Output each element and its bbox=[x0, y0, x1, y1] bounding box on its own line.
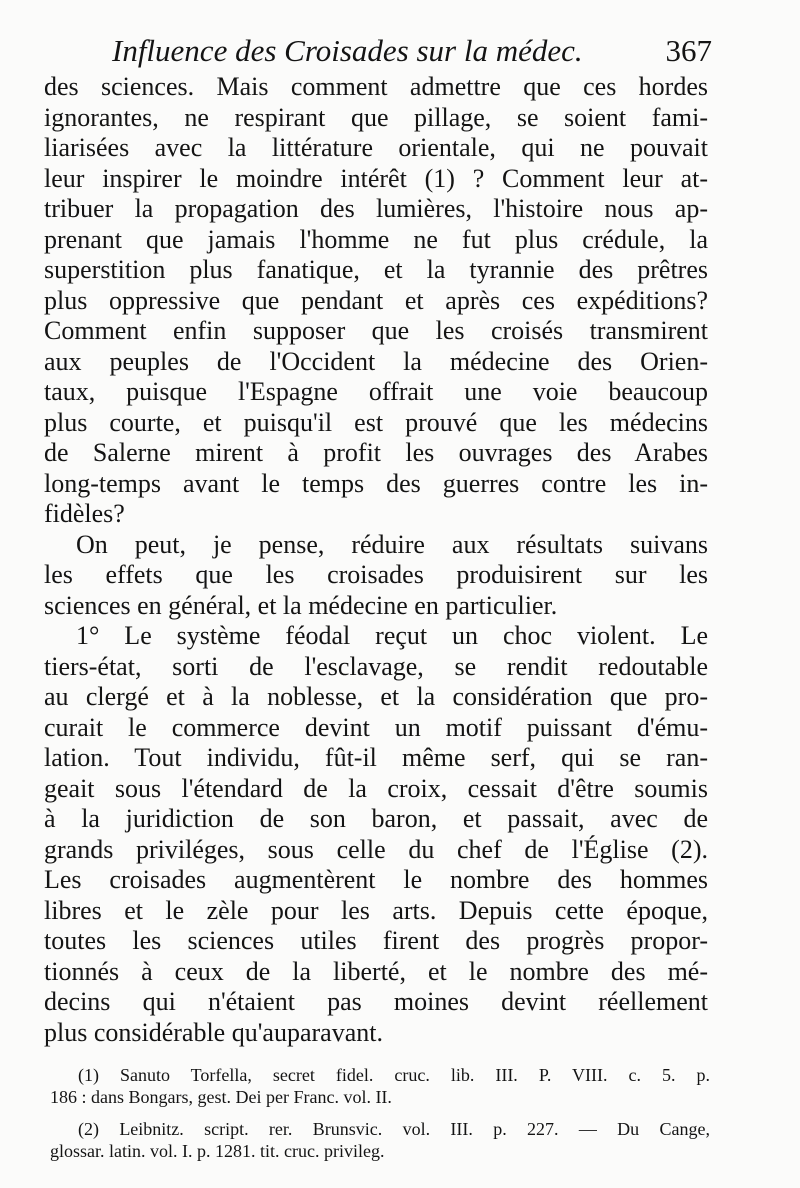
text-line: plus courte, et puisqu'il est prouvé que les médecins bbox=[44, 407, 708, 437]
footnote-line: (2) Leibnitz. script. rer. Brunsvic. vol. III. p. 227. — Du Cange, bbox=[78, 1119, 710, 1139]
text-line: leur inspirer le moindre intérêt (1) ? Comment leur at- bbox=[44, 163, 708, 193]
text-line: tionnés à ceux de la liberté, et le nombre des mé- bbox=[44, 956, 708, 986]
footnote-line: (1) Sanuto Torfella, secret fidel. cruc. lib. III. P. VIII. c. 5. p. bbox=[78, 1065, 710, 1085]
text-line: aux peuples de l'Occident la médecine des Orien- bbox=[44, 346, 708, 376]
text-line: Les croisades augmentèrent le nombre des hommes bbox=[44, 865, 708, 894]
text-line: Comment enfin supposer que les croisés transmirent bbox=[44, 316, 708, 345]
text-line: grands priviléges, sous celle du chef de l'Église (2). bbox=[44, 834, 708, 864]
text-line: toutes les sciences utiles firent des progrès propor- bbox=[44, 926, 708, 955]
text-line: lation. Tout individu, fût-il même serf, qui se ran- bbox=[44, 743, 708, 772]
text-line: decins qui n'étaient pas moines devint réellement bbox=[44, 987, 708, 1016]
body-text bbox=[44, 72, 708, 1048]
footnote-line: glossar. latin. vol. I. p. 1281. tit. cruc. privileg. bbox=[50, 1141, 385, 1161]
text-line: 1° Le système féodal reçut un choc violent. Le bbox=[76, 621, 708, 650]
footnote-line: 186 : dans Bongars, gest. Dei per Franc. vol. II. bbox=[50, 1087, 392, 1107]
text-line: tiers-état, sorti de l'esclavage, se rendit redoutable bbox=[44, 651, 708, 681]
text-line: long-temps avant le temps des guerres contre les in- bbox=[44, 468, 708, 498]
text-line: plus considérable qu'auparavant. bbox=[44, 1017, 383, 1047]
text-line: taux, puisque l'Espagne offrait une voie beaucoup bbox=[44, 377, 708, 406]
text-line: les effets que les croisades produisirent sur les bbox=[44, 560, 708, 589]
text-line: prenant que jamais l'homme ne fut plus crédule, la bbox=[44, 224, 708, 254]
page-number: 367 bbox=[665, 33, 712, 68]
footnotes bbox=[50, 1064, 710, 1162]
paragraph-2 bbox=[44, 530, 708, 622]
text-line: ignorantes, ne respirant que pillage, se soient fami- bbox=[44, 102, 708, 132]
text-line: geait sous l'étendard de la croix, cessait d'être soumis bbox=[44, 773, 708, 803]
text-line: superstition plus fanatique, et la tyrannie des prêtres bbox=[44, 255, 708, 284]
text-line: des sciences. Mais comment admettre que ces hordes bbox=[44, 72, 708, 101]
text-line: plus oppressive que pendant et après ces expéditions? bbox=[44, 285, 708, 315]
footnote-1 bbox=[50, 1064, 710, 1108]
text-line: tribuer la propagation des lumières, l'histoire nous ap- bbox=[44, 194, 708, 223]
text-line: On peut, je pense, réduire aux résultats suivans bbox=[76, 529, 708, 559]
text-line: libres et le zèle pour les arts. Depuis cette époque, bbox=[44, 895, 708, 925]
paragraph-1 bbox=[44, 72, 708, 530]
text-line: fidèles? bbox=[44, 499, 125, 528]
text-line: curait le commerce devint un motif puissant d'ému- bbox=[44, 712, 708, 742]
text-line: de Salerne mirent à profit les ouvrages des Arabes bbox=[44, 438, 708, 467]
running-head bbox=[112, 28, 712, 74]
text-line: à la juridiction de son baron, et passait, avec de bbox=[44, 804, 708, 833]
text-line: sciences en général, et la médecine en particulier. bbox=[44, 590, 558, 620]
text-line: au clergé et à la noblesse, et la considération que pro- bbox=[44, 682, 708, 711]
running-head-title: Influence des Croisades sur la médec. bbox=[112, 33, 583, 68]
footnote-2 bbox=[50, 1118, 710, 1162]
text-line: liarisées avec la littérature orientale, qui ne pouvait bbox=[44, 133, 708, 162]
paragraph-3 bbox=[44, 621, 708, 1048]
